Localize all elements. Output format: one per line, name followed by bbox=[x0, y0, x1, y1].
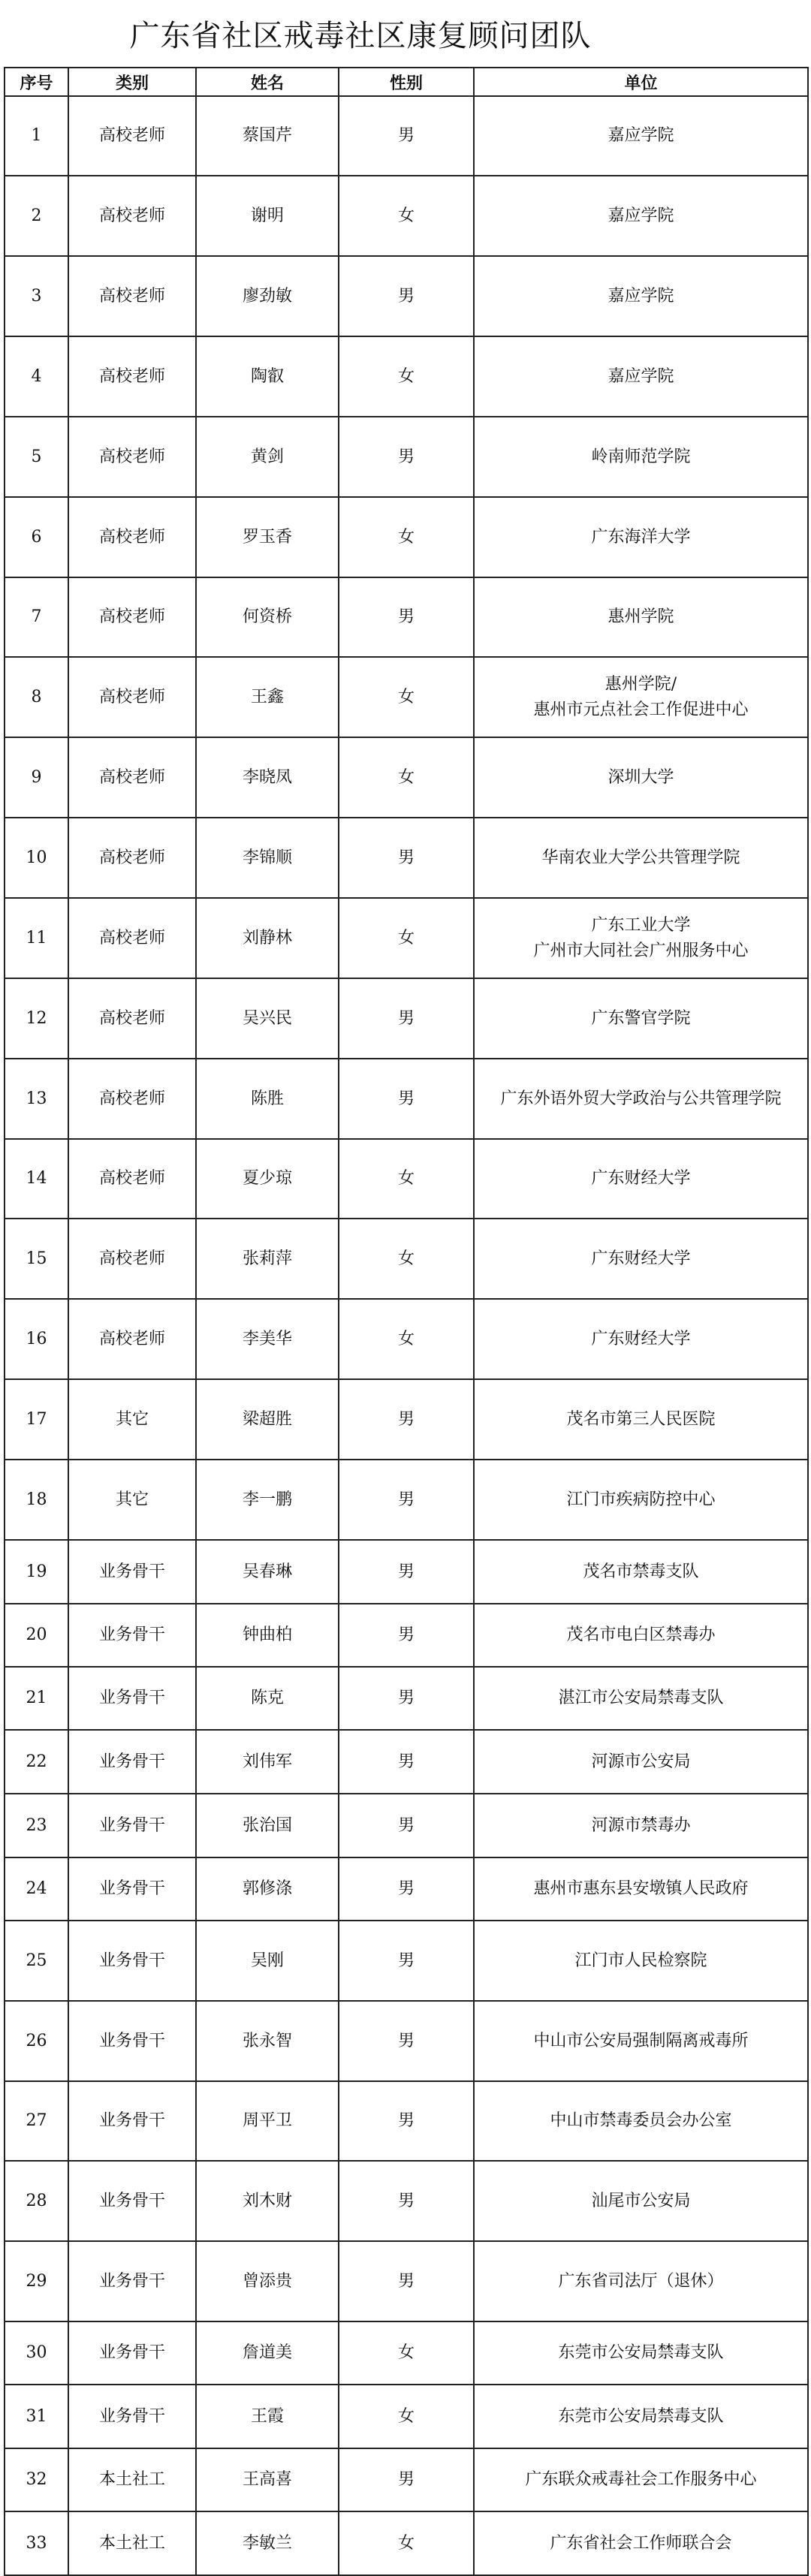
cell-no: 19 bbox=[5, 1540, 68, 1604]
table-row bbox=[5, 256, 808, 336]
unit-line: 深圳大学 bbox=[607, 767, 674, 787]
cell-unit bbox=[474, 1299, 808, 1379]
cell-category: 高校老师 bbox=[68, 898, 196, 978]
table-row bbox=[5, 2511, 808, 2575]
cell-category: 高校老师 bbox=[68, 1059, 196, 1139]
cell-name: 李敏兰 bbox=[196, 2511, 339, 2575]
cell-gender: 女 bbox=[339, 898, 474, 978]
cell-category: 业务骨干 bbox=[68, 2161, 196, 2241]
table-row bbox=[5, 1667, 808, 1730]
unit-line: 广东警官学院 bbox=[591, 1008, 691, 1028]
cell-category: 高校老师 bbox=[68, 1219, 196, 1299]
cell-unit bbox=[474, 256, 808, 336]
cell-gender: 男 bbox=[339, 1857, 474, 1921]
cell-no: 26 bbox=[5, 2001, 68, 2081]
cell-gender: 男 bbox=[339, 1540, 474, 1604]
cell-unit bbox=[474, 2001, 808, 2081]
table-row bbox=[5, 2161, 808, 2241]
cell-no: 27 bbox=[5, 2081, 68, 2161]
cell-gender: 男 bbox=[339, 1379, 474, 1460]
cell-unit bbox=[474, 737, 808, 818]
cell-unit bbox=[474, 2385, 808, 2448]
cell-no: 33 bbox=[5, 2511, 68, 2575]
cell-unit bbox=[474, 898, 808, 978]
cell-unit bbox=[474, 176, 808, 256]
unit-line: 茂名市电白区禁毒办 bbox=[566, 1625, 716, 1644]
unit-line: 广东海洋大学 bbox=[591, 527, 691, 547]
unit-line: 广东外语外贸大学政治与公共管理学院 bbox=[500, 1089, 782, 1108]
cell-no: 3 bbox=[5, 256, 68, 336]
cell-category: 高校老师 bbox=[68, 657, 196, 737]
cell-name: 张莉萍 bbox=[196, 1219, 339, 1299]
cell-category: 业务骨干 bbox=[68, 2081, 196, 2161]
cell-unit bbox=[474, 2081, 808, 2161]
table-row bbox=[5, 657, 808, 737]
cell-category: 业务骨干 bbox=[68, 2321, 196, 2385]
cell-name: 夏少琼 bbox=[196, 1139, 339, 1219]
unit-line: 华南农业大学公共管理学院 bbox=[541, 848, 740, 867]
cell-category: 高校老师 bbox=[68, 417, 196, 497]
cell-no: 15 bbox=[5, 1219, 68, 1299]
cell-category: 业务骨干 bbox=[68, 1667, 196, 1730]
cell-category: 业务骨干 bbox=[68, 2241, 196, 2321]
cell-name: 李锦顺 bbox=[196, 818, 339, 898]
cell-unit bbox=[474, 2448, 808, 2511]
cell-category: 业务骨干 bbox=[68, 1857, 196, 1921]
unit-line: 东莞市公安局禁毒支队 bbox=[558, 2406, 724, 2426]
cell-unit bbox=[474, 1139, 808, 1219]
cell-unit bbox=[474, 2321, 808, 2385]
cell-no: 21 bbox=[5, 1667, 68, 1730]
cell-gender: 男 bbox=[339, 1667, 474, 1730]
cell-unit bbox=[474, 2511, 808, 2575]
cell-gender: 男 bbox=[339, 1730, 474, 1794]
cell-category: 业务骨干 bbox=[68, 2001, 196, 2081]
cell-gender: 女 bbox=[339, 497, 474, 577]
cell-name: 陈胜 bbox=[196, 1059, 339, 1139]
unit-line: 惠州市元点社会工作促进中心 bbox=[533, 700, 749, 719]
cell-unit bbox=[474, 417, 808, 497]
unit-line: 江门市人民检察院 bbox=[574, 1951, 707, 1970]
table-row bbox=[5, 1540, 808, 1604]
cell-category: 业务骨干 bbox=[68, 1794, 196, 1857]
cell-gender: 男 bbox=[339, 818, 474, 898]
cell-name: 张治国 bbox=[196, 1794, 339, 1857]
cell-no: 25 bbox=[5, 1921, 68, 2001]
cell-name: 陶叡 bbox=[196, 336, 339, 417]
cell-no: 32 bbox=[5, 2448, 68, 2511]
cell-unit bbox=[474, 1379, 808, 1460]
cell-name: 谢明 bbox=[196, 176, 339, 256]
unit-line: 茂名市禁毒支队 bbox=[583, 1562, 699, 1581]
roster-table bbox=[4, 67, 809, 2576]
cell-category: 业务骨干 bbox=[68, 2385, 196, 2448]
cell-gender: 男 bbox=[339, 1460, 474, 1540]
header-category: 类别 bbox=[68, 68, 196, 96]
cell-category: 高校老师 bbox=[68, 577, 196, 657]
cell-gender: 男 bbox=[339, 96, 474, 176]
unit-line: 汕尾市公安局 bbox=[591, 2191, 691, 2210]
table-row bbox=[5, 1460, 808, 1540]
cell-category: 高校老师 bbox=[68, 818, 196, 898]
cell-gender: 女 bbox=[339, 1219, 474, 1299]
table-row bbox=[5, 2081, 808, 2161]
cell-name: 廖劲敏 bbox=[196, 256, 339, 336]
table-row bbox=[5, 1730, 808, 1794]
cell-gender: 男 bbox=[339, 577, 474, 657]
cell-no: 6 bbox=[5, 497, 68, 577]
cell-no: 12 bbox=[5, 978, 68, 1059]
cell-no: 22 bbox=[5, 1730, 68, 1794]
cell-name: 郭修涤 bbox=[196, 1857, 339, 1921]
cell-gender: 女 bbox=[339, 2321, 474, 2385]
cell-name: 刘静林 bbox=[196, 898, 339, 978]
cell-name: 周平卫 bbox=[196, 2081, 339, 2161]
cell-name: 王鑫 bbox=[196, 657, 339, 737]
unit-line: 广东财经大学 bbox=[591, 1249, 691, 1268]
cell-category: 高校老师 bbox=[68, 497, 196, 577]
cell-gender: 男 bbox=[339, 2241, 474, 2321]
cell-gender: 女 bbox=[339, 657, 474, 737]
unit-line: 嘉应学院 bbox=[607, 366, 674, 386]
cell-gender: 男 bbox=[339, 1604, 474, 1667]
table-row bbox=[5, 417, 808, 497]
cell-no: 23 bbox=[5, 1794, 68, 1857]
cell-category: 业务骨干 bbox=[68, 1730, 196, 1794]
cell-no: 17 bbox=[5, 1379, 68, 1460]
unit-line: 中山市公安局强制隔离戒毒所 bbox=[533, 2031, 749, 2050]
table-row bbox=[5, 497, 808, 577]
cell-gender: 女 bbox=[339, 1299, 474, 1379]
unit-line: 惠州学院/ bbox=[604, 674, 677, 694]
table-row bbox=[5, 1139, 808, 1219]
table-row bbox=[5, 737, 808, 818]
unit-line: 东莞市公安局禁毒支队 bbox=[558, 2343, 724, 2362]
table-row bbox=[5, 898, 808, 978]
header-name: 姓名 bbox=[196, 68, 339, 96]
unit-line: 江门市疾病防控中心 bbox=[566, 1490, 716, 1509]
header-no: 序号 bbox=[5, 68, 68, 96]
unit-line: 嘉应学院 bbox=[607, 206, 674, 225]
cell-unit bbox=[474, 818, 808, 898]
header-row bbox=[5, 68, 808, 96]
cell-unit bbox=[474, 978, 808, 1059]
table-row bbox=[5, 2385, 808, 2448]
cell-unit bbox=[474, 1604, 808, 1667]
cell-no: 11 bbox=[5, 898, 68, 978]
unit-line: 广东财经大学 bbox=[591, 1169, 691, 1188]
cell-category: 高校老师 bbox=[68, 1299, 196, 1379]
table-row bbox=[5, 577, 808, 657]
cell-name: 钟曲柏 bbox=[196, 1604, 339, 1667]
cell-category: 高校老师 bbox=[68, 336, 196, 417]
roster-body bbox=[5, 96, 808, 2575]
unit-line: 湛江市公安局禁毒支队 bbox=[558, 1689, 724, 1707]
table-row bbox=[5, 1379, 808, 1460]
cell-name: 黄剑 bbox=[196, 417, 339, 497]
cell-name: 陈克 bbox=[196, 1667, 339, 1730]
unit-line: 嘉应学院 bbox=[607, 126, 674, 145]
table-row bbox=[5, 1299, 808, 1379]
cell-category: 高校老师 bbox=[68, 978, 196, 1059]
cell-gender: 男 bbox=[339, 2448, 474, 2511]
cell-no: 18 bbox=[5, 1460, 68, 1540]
unit-line: 茂名市第三人民医院 bbox=[566, 1409, 716, 1429]
cell-unit bbox=[474, 1059, 808, 1139]
cell-name: 刘伟军 bbox=[196, 1730, 339, 1794]
cell-unit bbox=[474, 497, 808, 577]
cell-gender: 男 bbox=[339, 978, 474, 1059]
cell-gender: 男 bbox=[339, 1921, 474, 2001]
cell-no: 1 bbox=[5, 96, 68, 176]
table-row bbox=[5, 2448, 808, 2511]
table-row bbox=[5, 1219, 808, 1299]
table-row bbox=[5, 978, 808, 1059]
cell-category: 高校老师 bbox=[68, 96, 196, 176]
cell-category: 业务骨干 bbox=[68, 1604, 196, 1667]
cell-name: 张永智 bbox=[196, 2001, 339, 2081]
cell-unit bbox=[474, 1460, 808, 1540]
cell-gender: 男 bbox=[339, 2161, 474, 2241]
cell-no: 29 bbox=[5, 2241, 68, 2321]
cell-category: 业务骨干 bbox=[68, 1921, 196, 2001]
unit-line: 中山市禁毒委员会办公室 bbox=[550, 2111, 732, 2130]
table-row bbox=[5, 818, 808, 898]
cell-unit bbox=[474, 96, 808, 176]
cell-unit bbox=[474, 2241, 808, 2321]
table-row bbox=[5, 1604, 808, 1667]
table-row bbox=[5, 2321, 808, 2385]
cell-no: 24 bbox=[5, 1857, 68, 1921]
cell-category: 高校老师 bbox=[68, 737, 196, 818]
unit-line: 河源市禁毒办 bbox=[591, 1815, 691, 1835]
cell-unit bbox=[474, 1730, 808, 1794]
unit-line: 广东工业大学 bbox=[591, 915, 691, 935]
cell-no: 5 bbox=[5, 417, 68, 497]
table-row bbox=[5, 1857, 808, 1921]
cell-gender: 男 bbox=[339, 2001, 474, 2081]
cell-unit bbox=[474, 1857, 808, 1921]
cell-name: 詹道美 bbox=[196, 2321, 339, 2385]
cell-name: 李美华 bbox=[196, 1299, 339, 1379]
cell-gender: 女 bbox=[339, 1139, 474, 1219]
table-row bbox=[5, 1794, 808, 1857]
cell-gender: 女 bbox=[339, 336, 474, 417]
unit-line: 广东省司法厅（退休） bbox=[558, 2271, 724, 2291]
unit-line: 广东省社会工作师联合会 bbox=[550, 2533, 732, 2553]
cell-gender: 女 bbox=[339, 737, 474, 818]
cell-gender: 男 bbox=[339, 1059, 474, 1139]
cell-unit bbox=[474, 577, 808, 657]
cell-name: 王高喜 bbox=[196, 2448, 339, 2511]
cell-category: 业务骨干 bbox=[68, 1540, 196, 1604]
cell-gender: 男 bbox=[339, 256, 474, 336]
cell-name: 李晓凤 bbox=[196, 737, 339, 818]
cell-gender: 女 bbox=[339, 176, 474, 256]
header-unit: 单位 bbox=[474, 68, 808, 96]
cell-name: 李一鹏 bbox=[196, 1460, 339, 1540]
unit-line: 广州市大同社会广州服务中心 bbox=[533, 941, 749, 960]
table-row bbox=[5, 2001, 808, 2081]
cell-category: 本土社工 bbox=[68, 2511, 196, 2575]
cell-gender: 男 bbox=[339, 1794, 474, 1857]
cell-no: 10 bbox=[5, 818, 68, 898]
cell-no: 30 bbox=[5, 2321, 68, 2385]
cell-no: 9 bbox=[5, 737, 68, 818]
cell-gender: 男 bbox=[339, 417, 474, 497]
page-title bbox=[0, 0, 811, 66]
cell-gender: 女 bbox=[339, 2511, 474, 2575]
cell-unit bbox=[474, 1921, 808, 2001]
table-row bbox=[5, 96, 808, 176]
cell-name: 曾添贵 bbox=[196, 2241, 339, 2321]
cell-name: 吴春琳 bbox=[196, 1540, 339, 1604]
cell-category: 其它 bbox=[68, 1460, 196, 1540]
cell-unit bbox=[474, 2161, 808, 2241]
cell-no: 13 bbox=[5, 1059, 68, 1139]
cell-name: 蔡国芹 bbox=[196, 96, 339, 176]
header-gender: 性别 bbox=[339, 68, 474, 96]
unit-line: 广东联众戒毒社会工作服务中心 bbox=[525, 2470, 757, 2489]
table-row bbox=[5, 176, 808, 256]
table-row bbox=[5, 1059, 808, 1139]
unit-line: 广东财经大学 bbox=[591, 1329, 691, 1348]
cell-gender: 男 bbox=[339, 2081, 474, 2161]
cell-category: 高校老师 bbox=[68, 176, 196, 256]
cell-no: 20 bbox=[5, 1604, 68, 1667]
cell-category: 本土社工 bbox=[68, 2448, 196, 2511]
cell-no: 2 bbox=[5, 176, 68, 256]
cell-unit bbox=[474, 1794, 808, 1857]
cell-unit bbox=[474, 336, 808, 417]
cell-category: 其它 bbox=[68, 1379, 196, 1460]
table-row bbox=[5, 2241, 808, 2321]
cell-category: 高校老师 bbox=[68, 1139, 196, 1219]
unit-line: 惠州学院 bbox=[607, 607, 674, 626]
cell-name: 何资桥 bbox=[196, 577, 339, 657]
cell-name: 梁超胜 bbox=[196, 1379, 339, 1460]
cell-no: 28 bbox=[5, 2161, 68, 2241]
cell-no: 31 bbox=[5, 2385, 68, 2448]
cell-category: 高校老师 bbox=[68, 256, 196, 336]
unit-line: 河源市公安局 bbox=[591, 1752, 691, 1771]
cell-name: 刘木财 bbox=[196, 2161, 339, 2241]
cell-name: 罗玉香 bbox=[196, 497, 339, 577]
cell-unit bbox=[474, 1667, 808, 1730]
unit-line: 嘉应学院 bbox=[607, 286, 674, 306]
cell-no: 4 bbox=[5, 336, 68, 417]
cell-name: 吴兴民 bbox=[196, 978, 339, 1059]
unit-line: 惠州市惠东县安墩镇人民政府 bbox=[533, 1879, 749, 1898]
page-title-text: 广东省社区戒毒社区康复顾问团队 bbox=[129, 18, 592, 53]
cell-gender: 女 bbox=[339, 2385, 474, 2448]
cell-no: 16 bbox=[5, 1299, 68, 1379]
cell-no: 14 bbox=[5, 1139, 68, 1219]
cell-no: 8 bbox=[5, 657, 68, 737]
table-row bbox=[5, 336, 808, 417]
cell-no: 7 bbox=[5, 577, 68, 657]
cell-unit bbox=[474, 1219, 808, 1299]
cell-name: 吴刚 bbox=[196, 1921, 339, 2001]
cell-unit bbox=[474, 657, 808, 737]
cell-name: 王霞 bbox=[196, 2385, 339, 2448]
cell-unit bbox=[474, 1540, 808, 1604]
unit-line: 岭南师范学院 bbox=[591, 447, 691, 466]
table-row bbox=[5, 1921, 808, 2001]
